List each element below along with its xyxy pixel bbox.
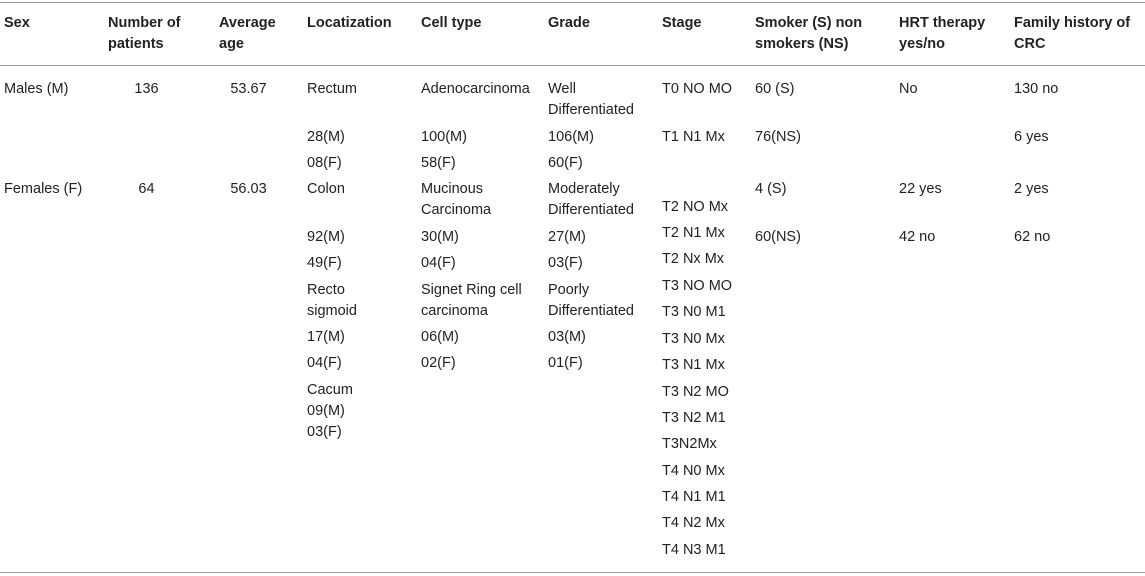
males-grade-m: 106(M) [548, 129, 594, 145]
females-sex: Females (F) [4, 181, 83, 197]
females-smoker: 4 (S) [755, 181, 787, 197]
females-stage-7: T3 N1 Mx [662, 357, 725, 373]
header-age-line2: age [219, 36, 244, 52]
males-sex: Males (M) [4, 81, 69, 97]
females-grade-poorly-f: 01(F) [548, 355, 583, 371]
males-non-smoker: 76(NS) [755, 129, 801, 145]
header-family-line2: CRC [1014, 36, 1046, 52]
males-age: 53.67 [230, 81, 267, 97]
males-family-yes: 6 yes [1014, 129, 1049, 145]
females-loc-recto-f: 04(F) [307, 355, 342, 371]
females-family-yes: 2 yes [1014, 181, 1049, 197]
males-loc-site: Rectum [307, 81, 357, 97]
males-cell-type: Adenocarcinoma [421, 81, 530, 97]
females-grade-moderately-line2: Differentiated [548, 202, 634, 218]
females-cell-signet-f: 02(F) [421, 355, 456, 371]
females-cell-signet-m: 06(M) [421, 329, 459, 345]
females-stage-3: T2 Nx Mx [662, 251, 725, 267]
females-loc-colon: Colon [307, 181, 345, 197]
males-cell-m: 100(M) [421, 129, 467, 145]
females-grade-poorly-line2: Differentiated [548, 303, 634, 319]
header-number-line1: Number of [108, 15, 181, 31]
females-cell-signet-line2: carcinoma [421, 303, 488, 319]
females-hrt-yes: 22 yes [899, 181, 942, 197]
header-family-line1: Family history of [1014, 15, 1131, 31]
females-loc-colon-f: 49(F) [307, 255, 342, 271]
females-cell-mucinous: Mucinous [421, 181, 484, 197]
females-stage-5: T3 N0 M1 [662, 304, 726, 320]
females-loc-recto-m: 17(M) [307, 329, 345, 345]
females-grade-poorly-m: 03(M) [548, 329, 586, 345]
females-cell-mucinous-f: 04(F) [421, 255, 456, 271]
females-loc-sigmoid: sigmoid [307, 303, 357, 319]
females-grade-moderately-m: 27(M) [548, 229, 586, 245]
females-stage-6: T3 N0 Mx [662, 331, 725, 347]
top-rule [0, 2, 1145, 3]
header-rule [0, 65, 1145, 66]
males-smoker: 60 (S) [755, 81, 795, 97]
females-stage-11: T4 N0 Mx [662, 463, 725, 479]
females-stage-12: T4 N1 M1 [662, 489, 726, 505]
females-loc-cacum: Cacum [307, 382, 353, 398]
females-cell-carcinoma: Carcinoma [421, 202, 492, 218]
header-age-line1: Average [219, 15, 276, 31]
males-grade-f: 60(F) [548, 155, 583, 171]
header-hrt-line1: HRT therapy [899, 15, 986, 31]
females-loc-colon-m: 92(M) [307, 229, 345, 245]
males-grade-line2: Differentiated [548, 102, 634, 118]
females-stage-2: T2 N1 Mx [662, 225, 725, 241]
males-hrt: No [899, 81, 918, 97]
males-loc-m: 28(M) [307, 129, 345, 145]
females-stage-9: T3 N2 M1 [662, 410, 726, 426]
males-loc-f: 08(F) [307, 155, 342, 171]
females-grade-poorly: Poorly [548, 282, 590, 298]
females-grade-moderately: Moderately [548, 181, 620, 197]
females-stage-4: T3 NO MO [662, 278, 733, 294]
females-loc-recto: Recto [307, 282, 345, 298]
header-smoker-line2: smokers (NS) [755, 36, 849, 52]
header-stage: Stage [662, 15, 702, 31]
females-cell-signet: Signet Ring cell [421, 282, 522, 298]
males-stage-1: T0 NO MO [662, 81, 733, 97]
females-non-smoker: 60(NS) [755, 229, 801, 245]
females-loc-cacum-f: 03(F) [307, 424, 342, 440]
females-age: 56.03 [230, 181, 267, 197]
females-family-no: 62 no [1014, 229, 1051, 245]
males-grade-line1: Well [548, 81, 576, 97]
females-hrt-no: 42 no [899, 229, 936, 245]
males-family-no: 130 no [1014, 81, 1059, 97]
males-cell-f: 58(F) [421, 155, 456, 171]
bottom-rule [0, 572, 1145, 573]
header-cell-type: Cell type [421, 15, 482, 31]
females-stage-10: T3N2Mx [662, 436, 717, 452]
header-hrt-line2: yes/no [899, 36, 945, 52]
females-stage-1: T2 NO Mx [662, 199, 729, 215]
females-stage-13: T4 N2 Mx [662, 515, 725, 531]
header-smoker-line1: Smoker (S) non [755, 15, 863, 31]
females-stage-14: T4 N3 M1 [662, 542, 726, 558]
males-stage-2: T1 N1 Mx [662, 129, 725, 145]
females-stage-8: T3 N2 MO [662, 384, 729, 400]
header-grade: Grade [548, 15, 590, 31]
header-number-line2: patients [108, 36, 164, 52]
males-number: 136 [134, 81, 159, 97]
females-loc-cacum-m: 09(M) [307, 403, 345, 419]
header-localization: Locatization [307, 15, 392, 31]
header-sex: Sex [4, 15, 30, 31]
females-grade-moderately-f: 03(F) [548, 255, 583, 271]
females-number: 64 [138, 181, 155, 197]
females-cell-mucinous-m: 30(M) [421, 229, 459, 245]
